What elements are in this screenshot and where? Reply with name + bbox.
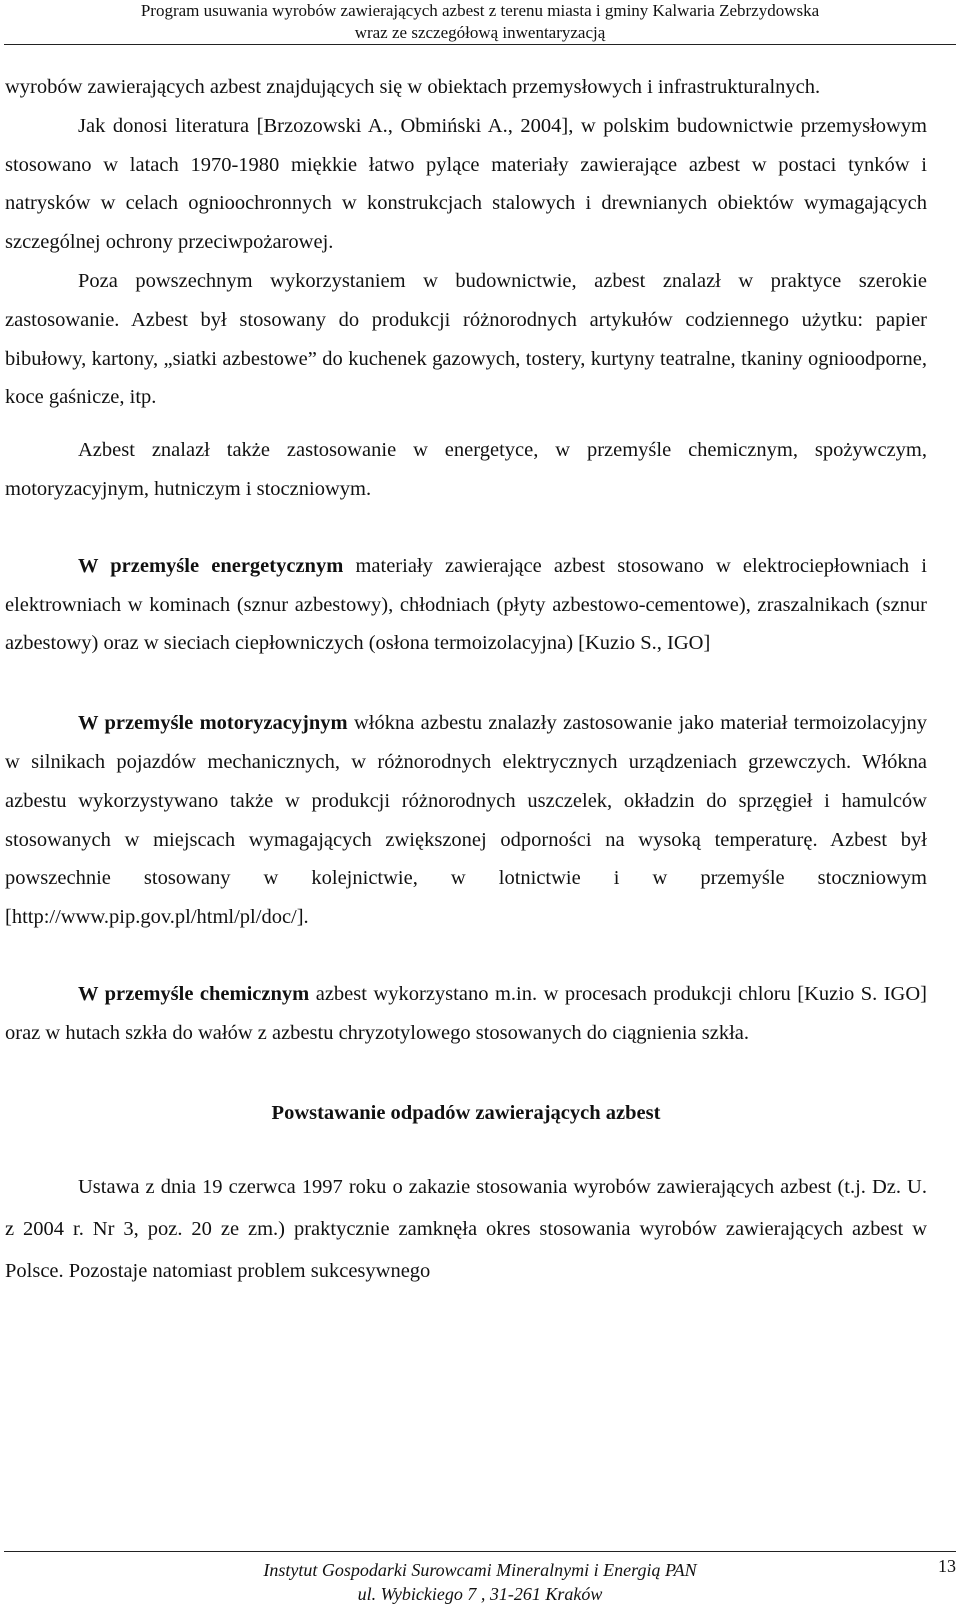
- paragraph-4: Azbest znalazł także zastosowanie w energetyce, w przemyśle chemicznym, spożywczym, motoryzacyjnym, hutniczym i stoczniowym.: [5, 439, 927, 500]
- paragraph-2: Jak donosi literatura [Brzozowski A., Obmiński A., 2004], w polskim budownictwie przemysłowym stosowano w latach 1970-1980 miękkie łatwo pylące materiały zawierające azbest w postaci tynków i natrysków w celach ognioochronnych w konstrukcjach stalowych i drewnianych obiektów wymagających szczególnej ochrony przeciwpożarowej.: [5, 114, 927, 254]
- spacer: [5, 1132, 927, 1166]
- page-footer: [0, 1558, 960, 1606]
- header-subtitle: wraz ze szczegółową inwentaryzacją: [354, 23, 606, 42]
- footer-address: ul. Wybickiego 7 , 31-261 Kraków: [357, 1584, 603, 1604]
- paragraph-1: wyrobów zawierających azbest znajdujących się w obiektach przemysłowych i infrastrukturalnych.: [5, 76, 821, 98]
- paragraph-automotive-lead: W przemyśle motoryzacyjnym: [78, 712, 348, 735]
- footer-divider: [4, 1551, 956, 1552]
- section-heading: Powstawanie odpadów zawierających azbest: [271, 1101, 661, 1124]
- header-title: Program usuwania wyrobów zawierających azbest z terenu miasta i gminy Kalwaria Zebrzydowska: [140, 1, 820, 20]
- document-body: [5, 68, 927, 1292]
- page-number: 13: [938, 1556, 956, 1576]
- paragraph-energetics: [5, 547, 927, 663]
- paragraph-3: Poza powszechnym wykorzystaniem w budownictwie, azbest znalazł w praktyce szerokie zastosowanie. Azbest był stosowany do produkcji różnorodnych artykułów codziennego użytku: papier bibułowy, kartony, „siatki azbestowe” do kuchenek gazowych, tostery, kurtyny teatralne, tkaniny ognioodporne, koce gaśnicze, itp.: [5, 269, 927, 409]
- paragraph-automotive: [5, 704, 927, 937]
- paragraph-chemical: [5, 975, 927, 1053]
- paragraph-chemical-lead: W przemyśle chemicznym: [78, 982, 310, 1005]
- paragraph-8: Ustawa z dnia 19 czerwca 1997 roku o zakazie stosowania wyrobów zawierających azbest (t.j. Dz. U. z 2004 r. Nr 3, poz. 20 ze zm.) praktycznie zamknęła okres stosowania wyrobów zawierających azbest w Polsce. Pozostaje natomiast problem sukcesywnego: [5, 1176, 927, 1283]
- page-header: [0, 0, 960, 44]
- paragraph-chemical-text: azbest wykorzystano m.in. w procesach produkcji chloru [Kuzio S. IGO] oraz w hutach szkła do wałów z azbestu chryzotylowego stosowanych do ciągnienia szkła.: [5, 982, 927, 1044]
- spacer: [5, 937, 927, 975]
- spacer: [5, 509, 927, 547]
- header-divider: [4, 44, 956, 45]
- paragraph-energetics-lead: W przemyśle energetycznym: [78, 554, 344, 577]
- spacer: [5, 663, 927, 704]
- footer-institute: Instytut Gospodarki Surowcami Mineralnymi i Energią PAN: [263, 1560, 697, 1580]
- spacer: [5, 1053, 927, 1094]
- paragraph-automotive-text: włókna azbestu znalazły zastosowanie jako materiał termoizolacyjny w silnikach pojazdów mechanicznych, w różnorodnych elektrycznych urządzeniach grzewczych. Włókna azbestu wykorzystywano także w produkcji różnorodnych uszczelek, okładzin do sprzęgieł i hamulców stosowanych w miejscach wymagających zwiększonej odporności na wysoką temperaturę. Azbest był powszechnie stosowany w kolejnictwie, w lotnictwie i w przemyśle stoczniowym [http://www.pip.gov.pl/html/pl/doc/].: [5, 712, 927, 929]
- paragraph-energetics-text: materiały zawierające azbest stosowano w elektrociepłowniach i elektrowniach w kominach (sznur azbestowy), chłodniach (płyty azbestowo-cementowe), zraszalnikach (sznur azbestowy) oraz w sieciach ciepłowniczych (osłona termoizolacyjna) [Kuzio S., IGO]: [5, 554, 927, 655]
